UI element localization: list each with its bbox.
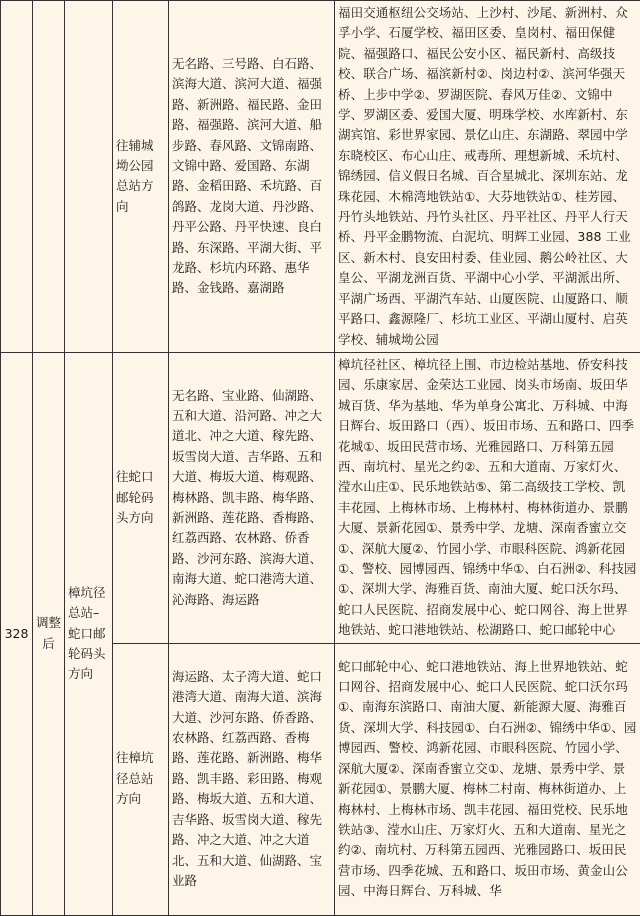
roads-cell: 海运路、太子湾大道、蛇口港湾大道、南海大道、滨海大道、沙河东路、侨香路、农林路、红荔西路、香梅路、莲花路、新洲路、梅华路、凯丰路、彩田路、梅观路、梅坂大道、五和大道、吉华路、坂雪岗大道、稼先路、冲之大道、冲之大道北、五和大道、仙湖路、宝业路 — [169, 643, 335, 915]
adjustment-note: 调整后 — [33, 352, 65, 915]
route-name-cell-empty — [65, 1, 113, 353]
table-row — [1, 352, 640, 643]
roads-cell: 无名路、宝业路、仙湖路、五和大道、沿河路、冲之大道北、冲之大道、稼先路、坂雪岗大道、吉华路、五和大道、梅坂大道、梅观路、梅林路、凯丰路、梅华路、新洲路、莲花路、香梅路、红荔西路、农林路、侨香路、沙河东路、滨海大道、南海大道、蛇口港湾大道、沁海路、海运路 — [169, 352, 335, 643]
stops-cell: 樟坑径社区、樟坑径上围、市边检站基地、侨安科技园、乐康家居、金荣达工业园、岗头市场南、坂田华城百货、华为基地、华为单身公寓北、万科城、中海日辉台、坂田路口（西）、坂田市场、五和路口、四季花城①、坂田民营市场、光雅园路口、万科第五园西、南坑村、星光之约②、五和大道南、万家灯火、滢水山庄①、民乐地铁站⑤、第二高级技工学校、凯丰花园、上梅林市场、上梅林村、梅林街道办、景鹏大厦、景新花园①、景秀中学、龙塘、深南香蜜立交①、深航大厦②、竹园小学、市眼科医院、鸿新花园①、警校、园博园西、锦绣中华①、白石洲②、科技园①、深圳大学、海雅百货、南油大厦、蛇口沃尔玛、蛇口人民医院、招商发展中心、蛇口网谷、海上世界地铁站、蛇口港地铁站、松湖路口、蛇口邮轮中心 — [335, 352, 640, 643]
stops-cell: 福田交通枢纽公交场站、上沙村、沙尾、新洲村、众孚小学、石厦学校、福田区委、皇岗村、福田保健院、福强路口、福民公安小区、福民新村、高级技校、联合广场、福滨新村②、岗边村②、滨河华强天桥、上步中学②、罗湖医院、春风万佳②、文锦中学、罗湖区委、爱国大厦、明珠学校、水库新村、东湖宾馆、彩世界家园、景亿山庄、东湖路、翠园中学东晓校区、布心山庄、戒毒所、理想新城、禾坑村、锦绣园、信义假日名城、百合星城北、深圳东站、龙珠花园、木棉湾地铁站①、大芬地铁站①、桂芳园、丹竹头地铁站、丹竹头社区、丹平社区、丹平人行天桥、丹平金鹏物流、白泥坑、明辉工业园、388 工业区、新木村、良安田村委、佳业园、鹅公岭社区、大皇公、平湖龙洲百货、平湖中心小学、平湖派出所、平湖广场西、平湖汽车站、山厦医院、山厦路口、顺平路口、鑫源隆厂、杉坑工业区、平湖山厦村、启英学校、辅城坳公园 — [335, 1, 640, 353]
direction-cell: 往樟坑径总站方向 — [113, 643, 169, 915]
note-cell-empty — [33, 1, 65, 353]
table-row — [1, 1, 640, 353]
roads-cell: 无名路、三号路、白石路、滨海大道、滨河大道、福强路、新洲路、福民路、金田路、福强路、滨河大道、船步路、春风路、文锦南路、文锦中路、爱国路、东湖路、金稻田路、禾坑路、百鸽路、龙岗大道、丹沙路、丹平公路、丹平快速、良白路、东深路、平湖大街、平龙路、杉坑内环路、惠华路、金钱路、嘉湖路 — [169, 1, 335, 353]
row-number-cell-empty — [1, 1, 33, 353]
direction-cell: 往辅城坳公园总站方向 — [113, 1, 169, 353]
route-name: 樟坑径总站–蛇口邮轮码头方向 — [65, 352, 113, 915]
direction-cell: 往蛇口邮轮码头方向 — [113, 352, 169, 643]
route-number: 328 — [1, 352, 33, 915]
stops-cell: 蛇口邮轮中心、蛇口港地铁站、海上世界地铁站、蛇口网谷、招商发展中心、蛇口人民医院、蛇口沃尔玛①、南海东滨路口、南油大厦、新能源大厦、海雅百货、深圳大学、科技园①、白石洲②、锦绣中华①、园博园西、警校、鸿新花园、市眼科医院、竹园小学、深航大厦②、深南香蜜立交①、龙塘、景秀中学、景新花园①、景鹏大厦、梅林二村南、梅林街道办、上梅林村、上梅林市场、凯丰花园、福田党校、民乐地铁站③、滢水山庄、万家灯火、五和大道南、星光之约②、南坑村、万科第五园西、光雅园路口、坂田民营市场、四季花城、五和路口、坂田市场、黄金山公园、中海日辉台、万科城、华 — [335, 643, 640, 915]
